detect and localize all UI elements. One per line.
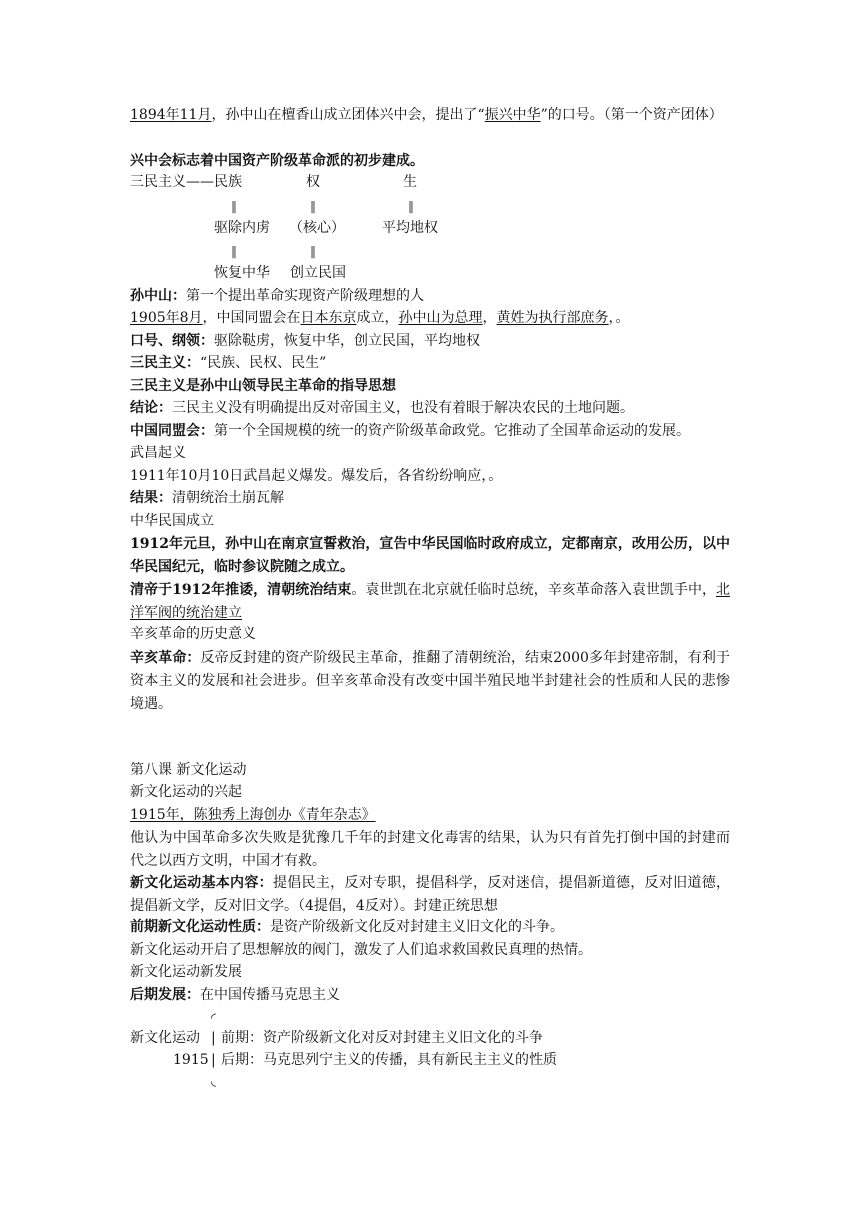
diagram-sheng: 生 [403,174,417,190]
brace-early-period: 前期：资产阶级新文化对反对封建主义旧文化的斗争 [221,1030,543,1046]
brace-label-year: 1915 [173,1052,209,1068]
paragraph-1915: 1915年，陈独秀上海创办《青年杂志》 [130,807,376,823]
slogan-zhenxing-zhonghua: 振兴中华 [484,107,541,123]
paragraph-thought-liberation: 新文化运动开启了思想解放的阀门，激发了人们追求救国救民真理的热情。 [130,942,592,958]
diagram-bar: ‖ [231,199,237,213]
statement-xingzhonghui-significance: 兴中会标志着中国资产阶级革命派的初步建成。 [130,153,424,169]
date-1894: 1894年11月 [130,107,212,123]
paragraph-slogan-program: 口号、纲领：驱除鞑虏，恢复中华，创立民国，平均地权 [130,333,480,349]
heading-roc-founding: 中华民国成立 [130,513,214,529]
heading-lesson-eight: 第八课 新文化运动 [130,762,247,778]
paragraph-three-principles: 三民主义：“民族、民权、民生” [130,355,327,371]
heading-wuchang-uprising: 武昌起义 [130,445,186,461]
paragraph-tongmenghui-founding: 1905年8月，中国同盟会在日本东京成立，孙中山为总理，黄姓为执行部庶务，。 [130,310,630,326]
brace-label-name: 新文化运动 [130,1030,200,1046]
paragraph-tongmenghui: 中国同盟会：第一个全国规模的统一的资产阶级革命政党。它推动了全国革命运动的发展。 [130,423,690,439]
diagram-lead: 三民主义——民族 [130,174,242,190]
heading-historical-significance: 辛亥革命的历史意义 [130,626,256,642]
paragraph-result: 结果：清朝统治土崩瓦解 [130,490,284,506]
diagram-huifu: 恢复中华 [214,265,270,281]
brace-top: ◜ [211,1011,217,1026]
paragraph-basic-content: 新文化运动基本内容：提倡民主，反对专职，提倡科学，反对迷信，提倡新道德，反对旧道德，提倡新文学，反对旧文学。（4提倡，4反对）。封建正统思想 [130,875,731,914]
diagram-pingjun: 平均地权 [382,220,438,236]
heading-new-development: 新文化运动新发展 [130,964,242,980]
brace-separator: | [211,1030,216,1046]
paragraph-xinhai-revolution: 辛亥革命：反帝反封建的资产阶级民主革命，推翻了清朝统治，结束2000多年封建帝制，有利于资本主义的发展和社会进步。但辛亥革命没有改变中国半殖民地半封建社会的性质和人民的悲惨境遇。 [130,650,730,712]
paragraph-1912: 1912年元旦，孙中山在南京宣誓救治，宣告中华民国临时政府成立，定都南京，改用公历，以中华民国纪元，临时参议院随之成立。 [130,536,730,575]
brace-bottom: ◟ [211,1074,217,1089]
paragraph-1911: 1911年10月10日武昌起义爆发。爆发后，各省纷纷响应，。 [130,468,503,484]
brace-separator: | [211,1052,216,1068]
date-1905: 1905年8月 [130,310,203,326]
paragraph-chen-duxiu-view: 他认为中国革命多次失败是犹豫几千年的封建文化毒害的结果，认为只有首先打倒中国的封建而代之以西方文明，中国才有救。 [130,830,730,869]
paragraph-conclusion: 结论：三民主义没有明确提出反对帝国主义，也没有着眼于解决农民的土地问题。 [130,400,634,416]
brace-late-period: 后期：马克思列宁主义的传播，具有新民主主义的性质 [221,1052,557,1068]
diagram-bar: ‖ [310,199,316,213]
diagram-quan: 权 [306,174,320,190]
paragraph-qing-abdication: 清帝于1912年推诿，清朝统治结束。袁世凯在北京就任临时总统，辛亥革命落入袁世凯手中，北洋军阀的统治建立 [130,582,730,621]
heading-new-culture-rise: 新文化运动的兴起 [130,784,242,800]
diagram-bar: ‖ [231,244,237,258]
diagram-quchu: 驱除内虏 [214,220,270,236]
diagram-bar: ‖ [408,199,414,213]
statement-guiding-thought: 三民主义是孙中山领导民主革命的指导思想 [130,378,396,394]
paragraph-sun-zhongshan: 孙中山：第一个提出革命实现资产阶级理想的人 [130,288,424,304]
diagram-bar: ‖ [310,244,316,258]
paragraph-later-development: 后期发展：在中国传播马克思主义 [130,987,340,1003]
diagram-hexin: （核心） [289,220,345,236]
diagram-chuangli: 创立民国 [290,265,346,281]
paragraph-xingzhonghui: 1894年11月，孙中山在檀香山成立团体兴中会，提出了“振兴中华”的口号。（第一个资产团体） [130,107,723,123]
paragraph-early-nature: 前期新文化运动性质：是资产阶级新文化反对封建主义旧文化的斗争。 [130,919,564,935]
